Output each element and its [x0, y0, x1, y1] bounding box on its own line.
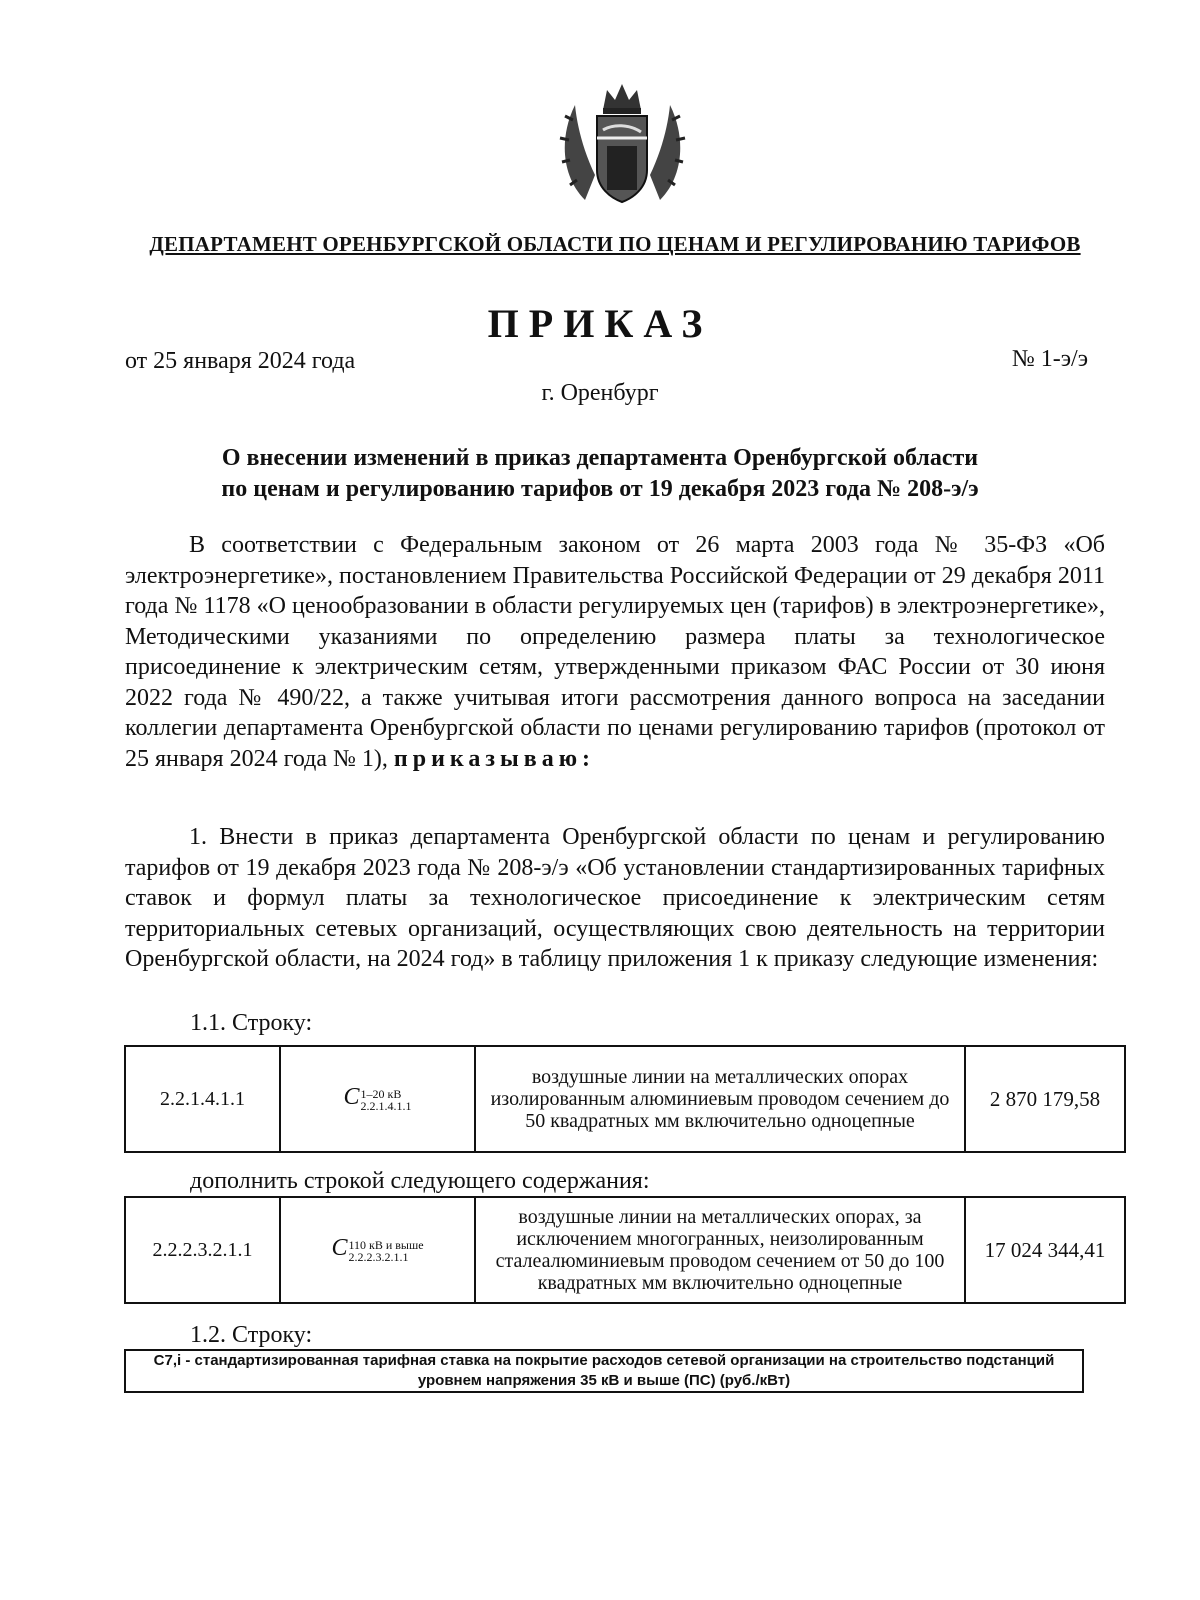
- department-name: ДЕПАРТАМЕНТ ОРЕНБУРГСКОЙ ОБЛАСТИ ПО ЦЕНАМ И РЕГУЛИРОВАНИЮ ТАРИФОВ: [149, 232, 1081, 256]
- subject-line-2: по ценам и регулированию тарифов от 19 декабря 2023 года № 208-э/э: [221, 476, 979, 502]
- order-word: приказываю:: [393, 745, 596, 772]
- row-value: 2 870 179,58: [965, 1046, 1125, 1152]
- item-1-1-label: 1.1. Строку:: [190, 1010, 313, 1036]
- row-description: воздушные линии на металлических опорах, за исключением многогранных, неизолированным сталеалюминиевым проводом сечением от 50 до 100 квадратных мм включительно одноцепные: [475, 1197, 965, 1303]
- rate-symbol-superscript: 1–20 кВ: [360, 1086, 402, 1101]
- preamble-text: В соответствии с Федеральным законом от 26 марта 2003 года № 35-ФЗ «Об электроэнергетике», постановлением Правительства Российской Федерации от 29 декабря 2011 года № 1178 «О ценообразовании в области регулируемых цен (тарифов) в электроэнергетике», Методическими указаниями по определению размера платы за технологическое присоединение к электрическим сетям, утвержденными приказом ФАС России от 30 июня 2022 года № 490/22, а также учитывая итоги рассмотрения данного вопроса на заседании коллегии департамента Оренбургской области по ценами регулированию тарифов (протокол от 25 января 2024 года № 1),: [125, 532, 1105, 772]
- item-1-paragraph: [125, 822, 1105, 975]
- coat-of-arms-emblem: [555, 80, 690, 210]
- table-row: [125, 1197, 1125, 1303]
- rate-symbol-subscript: 2.2.1.4.1.1: [360, 1098, 412, 1113]
- tariff-table-original-row: [124, 1045, 1126, 1153]
- tariff-table-new-row: [124, 1196, 1126, 1304]
- table-row: [125, 1046, 1125, 1152]
- document-number: № 1-э/э: [1011, 346, 1088, 372]
- row-value: 17 024 344,41: [965, 1197, 1125, 1303]
- item-1-text: 1. Внести в приказ департамента Оренбургской области по ценам и регулированию тарифов от 19 декабря 2023 года № 208-э/э «Об установлении стандартизированных тарифных ставок и формул платы за технологическое присоединение к электрическим сетям территориальных сетевых организаций, осуществляющих свою деятельность на территории Оренбургской области, на 2024 год» в таблицу приложения 1 к приказу следующие изменения:: [125, 824, 1105, 972]
- add-row-label: дополнить строкой следующего содержания:: [190, 1168, 650, 1194]
- rate-symbol-superscript: 110 кВ и выше: [348, 1237, 424, 1252]
- row-code: 2.2.2.3.2.1.1: [125, 1197, 280, 1303]
- subject-line-1: О внесении изменений в приказ департамента Оренбургской области: [221, 445, 979, 471]
- item-1-2-label: 1.2. Строку:: [190, 1322, 313, 1348]
- rate-symbol-subscript: 2.2.2.3.2.1.1: [348, 1249, 409, 1264]
- row-description: воздушные линии на металлических опорах изолированным алюминиевым проводом сечением до 50 квадратных мм включительно одноцепные: [475, 1046, 965, 1152]
- row-code: 2.2.1.4.1.1: [125, 1046, 280, 1152]
- rate-symbol: C110 кВ и выше 2.2.2.3.2.1.1: [280, 1197, 475, 1303]
- document-date: от 25 января 2024 года: [125, 348, 356, 374]
- preamble-paragraph: [125, 530, 1105, 774]
- document-subject: [100, 443, 1100, 505]
- tariff-rate-heading-box: С7,i - стандартизированная тарифная ставка на покрытие расходов сетевой организации на строительство подстанций уровнем напряжения 35 кВ и выше (ПС) (руб./кВт): [124, 1349, 1084, 1393]
- rate-symbol: C1–20 кВ 2.2.1.4.1.1: [280, 1046, 475, 1152]
- document-type-title: ПРИКАЗ: [487, 301, 713, 346]
- document-city: г. Оренбург: [541, 380, 659, 406]
